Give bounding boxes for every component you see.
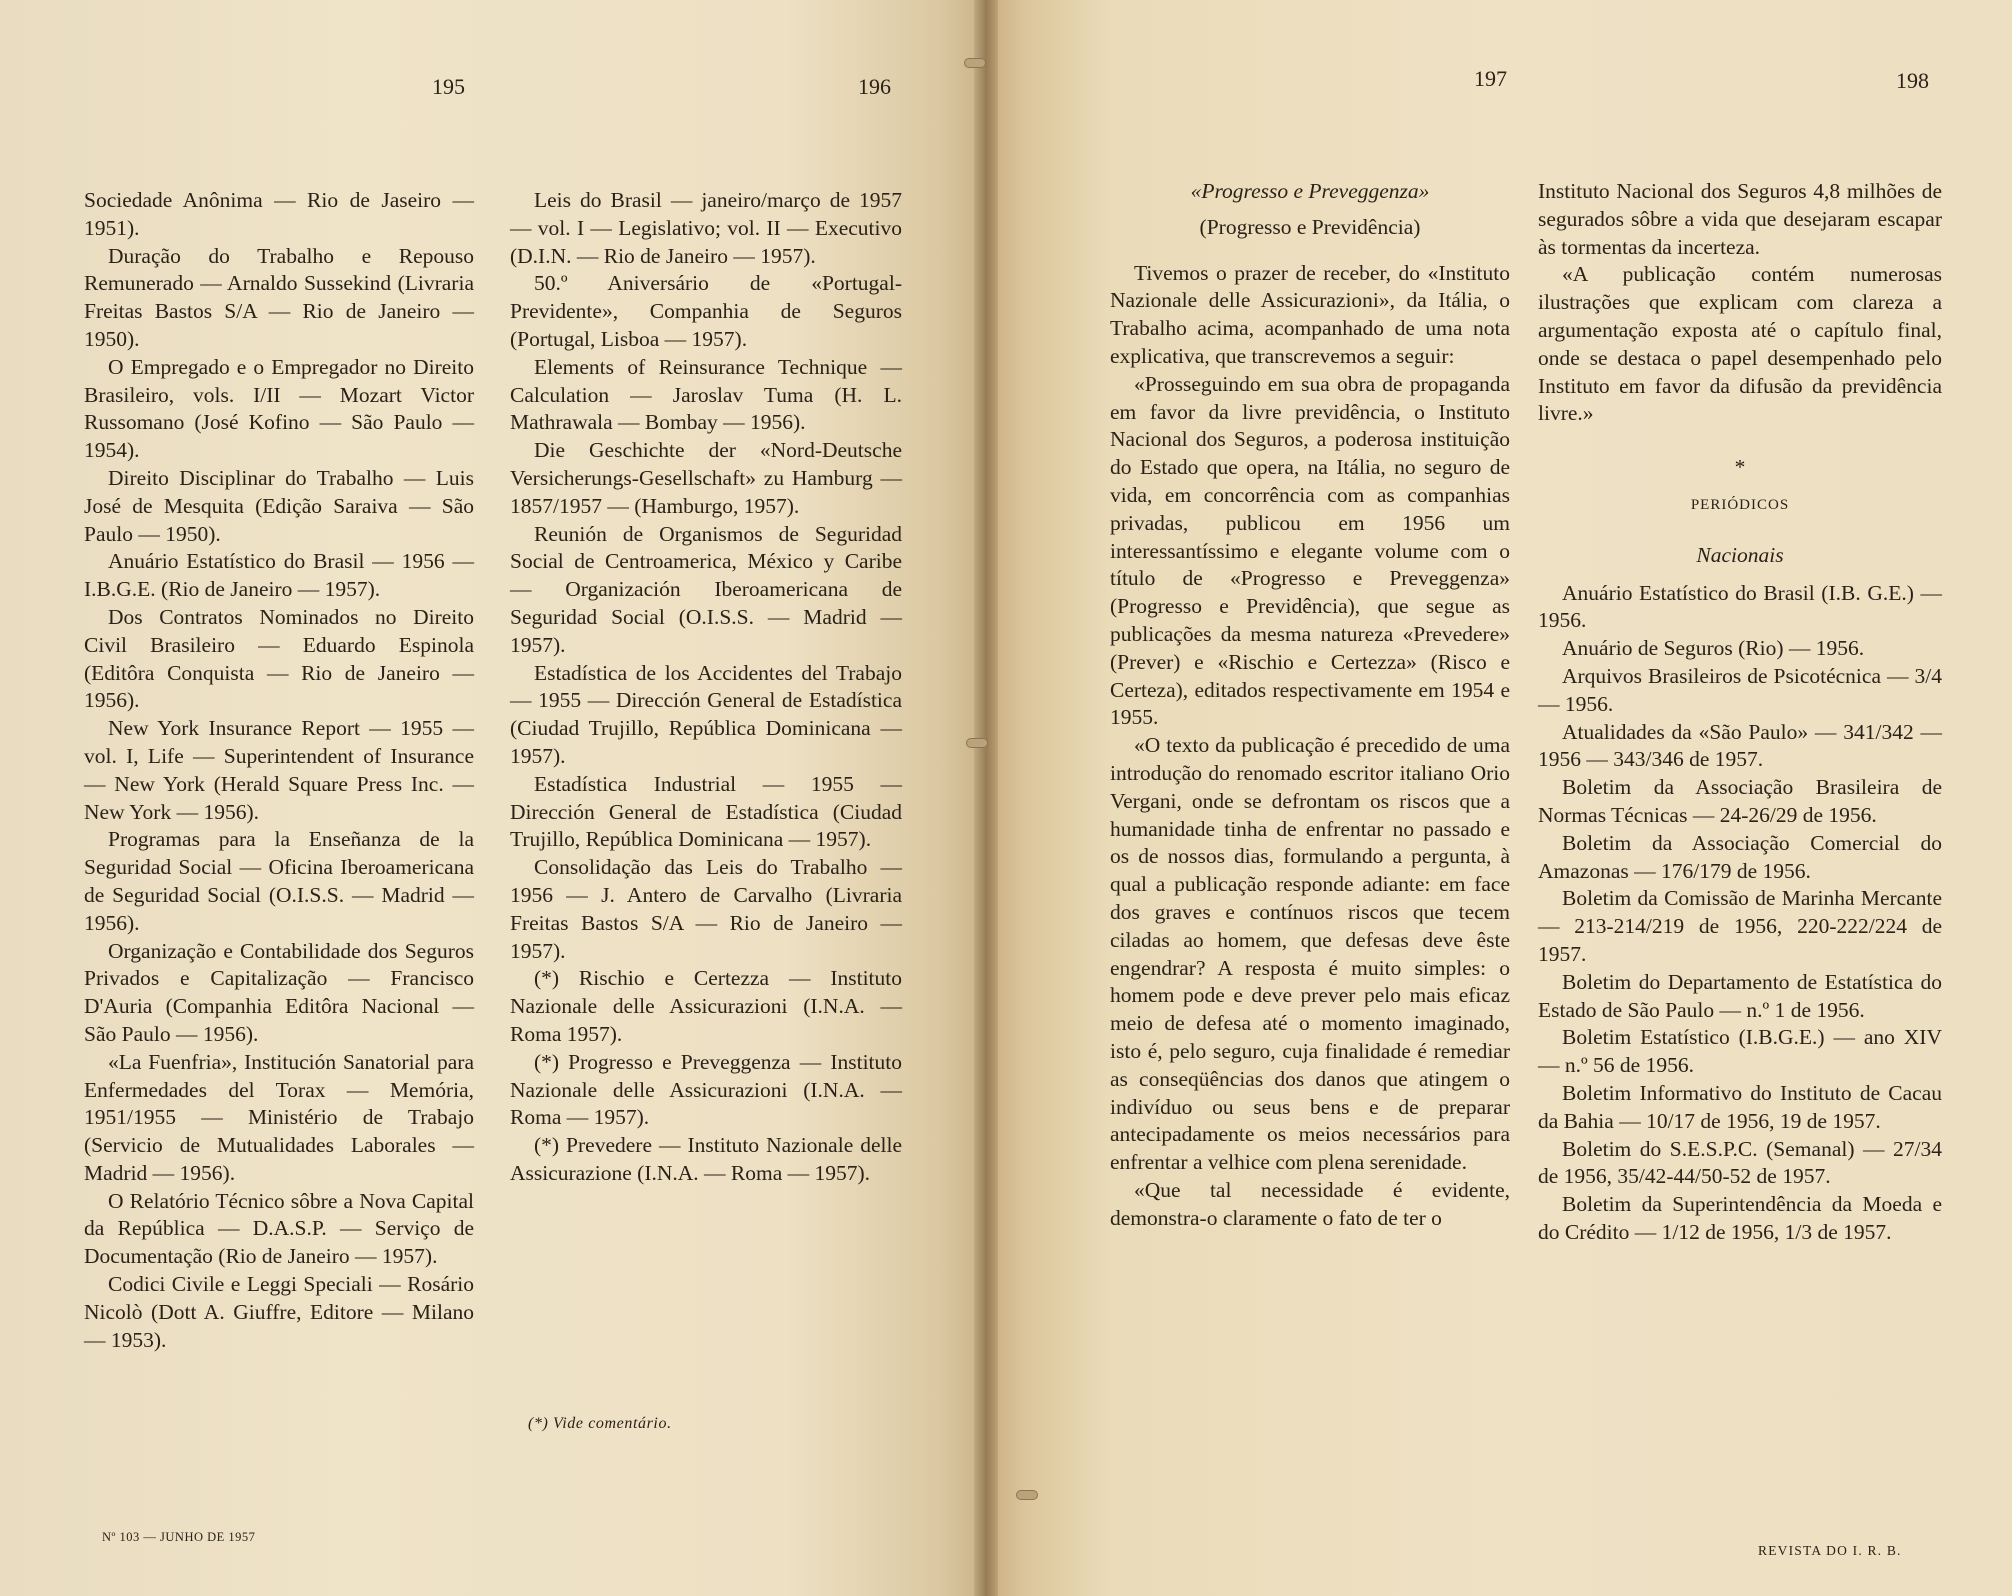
binding-stitch xyxy=(966,738,988,748)
periodical-entry: Atualidades da «São Paulo» — 341/342 — 1956 — 343/346 de 1957. xyxy=(1538,719,1942,772)
column-page-195 xyxy=(84,187,474,1354)
column-page-196 xyxy=(510,187,902,1188)
article-paragraph: Instituto Nacional dos Seguros 4,8 milhões de segurados sôbre a vida que desejaram escapar às tormentas da incerteza. xyxy=(1538,179,1942,259)
periodicals-list xyxy=(1538,580,1942,1247)
bibliography-entry: Organização e Contabilidade dos Seguros Privados e Capitalização — Francisco D'Auria (Companhia Editôra Nacional — São Paulo — 1956). xyxy=(84,938,474,1046)
periodical-entry: Boletim do Departamento de Estatística do Estado de São Paulo — n.º 1 de 1956. xyxy=(1538,969,1942,1022)
column-page-197 xyxy=(1110,178,1510,1232)
footer-issue: Nº 103 — JUNHO DE 1957 xyxy=(102,1530,256,1544)
bibliography-entry: 50.º Aniversário de «Portugal-Previdente», Companhia de Seguros (Portugal, Lisboa — 1957). xyxy=(510,271,902,351)
bibliography-entry: Programas para la Enseñanza de la Seguridad Social — Oficina Iberoamericana de Seguridad Social (O.I.S.S. — Madrid — 1956). xyxy=(84,827,474,935)
periodical-entry: Anuário Estatístico do Brasil (I.B. G.E.) — 1956. xyxy=(1538,580,1942,633)
bibliography-entry: Direito Disciplinar do Trabalho — Luis José de Mesquita (Edição Saraiva — São Paulo — 1950). xyxy=(84,465,474,546)
bibliography-entry: Estadística de los Accidentes del Trabajo — 1955 — Dirección General de Estadística (Ciudad Trujillo, República Dominicana — 1957). xyxy=(510,660,902,768)
periodical-entry: Arquivos Brasileiros de Psicotécnica — 3/4 — 1956. xyxy=(1538,663,1942,716)
nacionais-heading: Nacionais xyxy=(1696,542,1784,567)
article-subtitle: (Progresso e Previdência) xyxy=(1199,214,1421,239)
periodical-entry: Boletim Estatístico (I.B.G.E.) — ano XIV — n.º 56 de 1956. xyxy=(1538,1025,1942,1078)
footer-journal: REVISTA DO I. R. B. xyxy=(1758,1543,1902,1558)
bibliography-entry: New York Insurance Report — 1955 — vol. I, Life — Superintendent of Insurance — New York (Herald Square Press Inc. — New York — 1956). xyxy=(84,716,474,824)
bibliography-entry: O Empregado e o Empregador no Direito Brasileiro, vols. I/II — Mozart Victor Russomano (José Kofino — São Paulo — 1954). xyxy=(84,354,474,463)
bibliography-entry: Die Geschichte der «Nord-Deutsche Versicherungs-Gesellschaft» zu Hamburg — 1857/1957 — (Hamburgo, 1957). xyxy=(510,438,902,518)
bibliography-entry: Reunión de Organismos de Seguridad Social de Centroamerica, México y Caribe — Organización Iberoamericana de Seguridad Social (O.I.S.S. — Madrid — 1957). xyxy=(510,521,902,657)
bibliography-entry: Dos Contratos Nominados no Direito Civil Brasileiro — Eduardo Espinola (Editôra Conquista — Rio de Janeiro — 1956). xyxy=(84,604,474,713)
bibliography-entry: O Relatório Técnico sôbre a Nova Capital da República — D.A.S.P. — Serviço de Documentação (Rio de Janeiro — 1957). xyxy=(84,1188,474,1269)
bibliography-entry: Sociedade Anônima — Rio de Jaseiro — 1951). xyxy=(84,188,474,240)
page-number-197: 197 xyxy=(1474,66,1507,91)
periodical-entry: Boletim da Associação Brasileira de Normas Técnicas — 24-26/29 de 1956. xyxy=(1538,775,1942,827)
section-asterisk: * xyxy=(1734,455,1746,480)
periodical-entry: Boletim da Associação Comercial do Amazonas — 176/179 de 1956. xyxy=(1538,830,1942,883)
article-paragraph: Tivemos o prazer de receber, do «Instituto Nazionale delle Assicurazioni», da Itália, o Trabalho acima, acompanhado de uma nota explicativa, que transcrevemos a seguir: xyxy=(1110,260,1510,368)
bibliography-entry: Consolidação das Leis do Trabalho — 1956 — J. Antero de Carvalho (Livraria Freitas Bastos S/A — Rio de Janeiro — 1957). xyxy=(510,855,902,963)
article-paragraph: «Que tal necessidade é evidente, demonstra-o claramente o fato de ter o xyxy=(1110,1177,1510,1230)
periodicos-heading: PERIÓDICOS xyxy=(1690,496,1790,513)
page-number-196: 196 xyxy=(858,74,891,99)
article-body xyxy=(1110,260,1510,1233)
footnote-196: (*) Vide comentário. xyxy=(528,1415,672,1432)
periodical-entry: Boletim da Superintendência da Moeda e do Crédito — 1/12 de 1956, 1/3 de 1957. xyxy=(1538,1192,1942,1244)
bibliography-entry: «La Fuenfria», Institución Sanatorial para Enfermedades del Torax — Memória, 1951/1955 — Ministério de Trabajo (Servicio de Mutualidades Laborales — Madrid — 1956). xyxy=(84,1049,474,1185)
binding-stitch xyxy=(964,58,986,68)
article-paragraph: «A publicação contém numerosas ilustrações que explicam com clareza a argumentação exposta até o capítulo final, onde se destaca o papel desempenhado pelo Instituto em favor da difusão da previdência livre.» xyxy=(1538,262,1942,426)
bibliography-entry: (*) Prevedere — Instituto Nazionale delle Assicurazione (I.N.A. — Roma — 1957). xyxy=(510,1133,902,1185)
article-title: «Progresso e Preveggenza» xyxy=(1190,179,1430,203)
article-paragraph: «O texto da publicação é precedido de uma introdução do renomado escritor italiano Orio Vergani, onde se defrontam os riscos que a humanidade tinha de enfrentar no passado e os de nossos dias, formulando a pergunta, à qual a publicação responde adiante: em face dos graves e contínuos riscos que tecem ciladas ao homem, que defesas deve êste engendrar? A resposta é muito simples: o homem pode e deve prever pelo mais eficaz meio de defesa até o momento imaginado, isto é, pelo seguro, cuja finalidade é remediar as conseqüências dos danos que atingem o indivíduo ou seus bens e de preparar antecipadamente os meios necessários para enfrentar a velhice com plena serenidade. xyxy=(1110,733,1510,1175)
page-number-195: 195 xyxy=(432,74,465,99)
bibliography-entry: Duração do Trabalho e Repouso Remunerado — Arnaldo Sussekind (Livraria Freitas Bastos S/A — Rio de Janeiro — 1950). xyxy=(84,243,474,351)
article-continuation xyxy=(1538,178,1942,428)
periodical-entry: Anuário de Seguros (Rio) — 1956. xyxy=(1562,636,1865,661)
column-page-198 xyxy=(1538,178,1942,1247)
page-number-198: 198 xyxy=(1896,68,1929,93)
bibliography-entry: Leis do Brasil — janeiro/março de 1957 — vol. I — Legislativo; vol. II — Executivo (D.I.N. — Rio de Janeiro — 1957). xyxy=(510,188,902,268)
book-gutter xyxy=(974,0,998,1596)
bibliography-entry: Codici Civile e Leggi Speciali — Rosário Nicolò (Dott A. Giuffre, Editore — Milano — 1953). xyxy=(84,1272,474,1352)
periodical-entry: Boletim Informativo do Instituto de Cacau da Bahia — 10/17 de 1956, 19 de 1957. xyxy=(1538,1080,1942,1133)
bibliography-entry: (*) Progresso e Preveggenza — Instituto Nazionale delle Assicurazioni (I.N.A. — Roma — 1957). xyxy=(510,1049,902,1130)
bibliography-entry: (*) Rischio e Certezza — Instituto Nazionale delle Assicurazioni (I.N.A. — Roma 1957). xyxy=(510,966,902,1046)
article-paragraph: «Prosseguindo em sua obra de propaganda em favor da livre previdência, o Instituto Nacional dos Seguros, a poderosa instituição do Estado que opera, na Itália, no seguro de vida, em concorrência com as companhias privadas, publicou em 1956 um interessantíssimo e elegante volume com o título de «Progresso e Preveggenza» (Progresso e Previdência), que segue as publicações da mesma natureza «Prevedere» (Prever) e «Rischio e Certezza» (Risco e Certeza), editados respectivamente em 1954 e 1955. xyxy=(1110,371,1510,730)
bibliography-entry: Estadística Industrial — 1955 — Dirección General de Estadística (Ciudad Trujillo, República Dominicana — 1957). xyxy=(510,771,902,852)
bibliography-entry: Anuário Estatístico do Brasil — 1956 — I.B.G.E. (Rio de Janeiro — 1957). xyxy=(84,549,474,602)
bibliography-entry: Elements of Reinsurance Technique — Calculation — Jaroslav Tuma (H. L. Mathrawala — Bombay — 1956). xyxy=(510,354,902,435)
periodical-entry: Boletim da Comissão de Marinha Mercante — 213-214/219 de 1956, 220-222/224 de 1957. xyxy=(1538,886,1942,966)
binding-stitch xyxy=(1016,1490,1038,1500)
periodical-entry: Boletim do S.E.S.P.C. (Semanal) — 27/34 de 1956, 35/42-44/50-52 de 1957. xyxy=(1538,1136,1942,1189)
